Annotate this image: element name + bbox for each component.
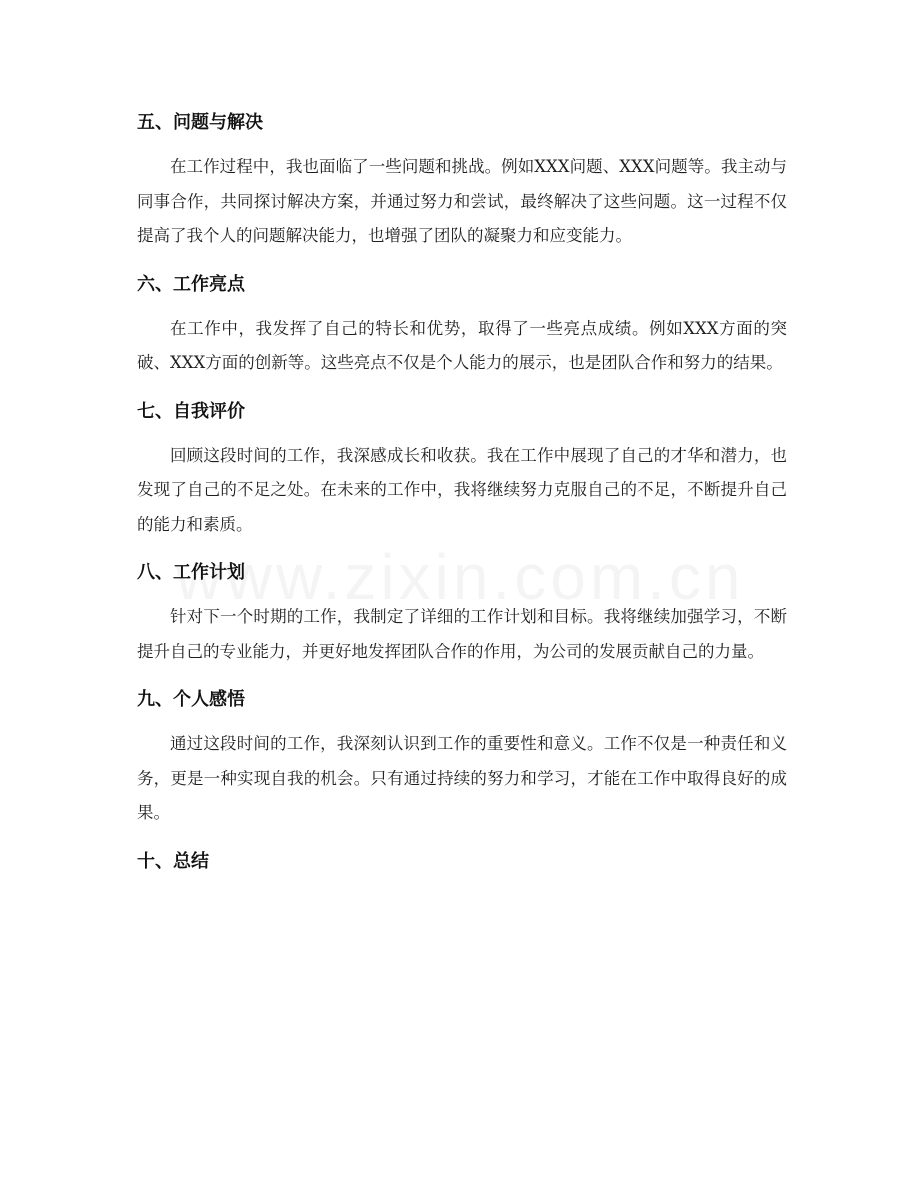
section-heading: 七、自我评价 [137,400,245,422]
section-paragraph: 在工作中，我发挥了自己的特长和优势，取得了一些亮点成绩。例如XXX方面的突破、XXX方面的创新等。这些亮点不仅是个人能力的展示，也是团队合作和努力的结果。 [137,318,787,372]
section-self-evaluation [137,397,787,543]
section-problems-solutions [137,108,787,254]
section-personal-insights [137,685,787,831]
section-paragraph: 针对下一个时期的工作，我制定了详细的工作计划和目标。我将继续加强学习，不断提升自己的专业能力，并更好地发挥团队合作的作用，为公司的发展贡献自己的力量。 [137,607,787,661]
section-paragraph: 在工作过程中，我也面临了一些问题和挑战。例如XXX问题、XXX问题等。我主动与同事合作，共同探讨解决方案，并通过努力和尝试，最终解决了这些问题。这一过程不仅提高了我个人的问题解决能力，也增强了团队的凝聚力和应变能力。 [137,157,787,245]
section-paragraph: 回顾这段时间的工作，我深感成长和收获。我在工作中展现了自己的才华和潜力，也发现了自己的不足之处。在未来的工作中，我将继续努力克服自己的不足，不断提升自己的能力和素质。 [137,445,787,534]
section-heading: 五、问题与解决 [137,112,263,133]
section-heading: 十、总结 [137,850,209,872]
section-heading: 九、个人感悟 [137,689,245,710]
section-heading: 六、工作亮点 [137,273,245,295]
section-summary [137,847,787,877]
section-heading: 八、工作计划 [137,562,245,583]
document-content [137,108,787,889]
section-work-highlights [137,270,787,381]
section-paragraph: 通过这段时间的工作，我深刻认识到工作的重要性和意义。工作不仅是一种责任和义务，更是一种实现自我的机会。只有通过持续的努力和学习，才能在工作中取得良好的成果。 [137,734,787,822]
section-work-plan [137,558,787,669]
